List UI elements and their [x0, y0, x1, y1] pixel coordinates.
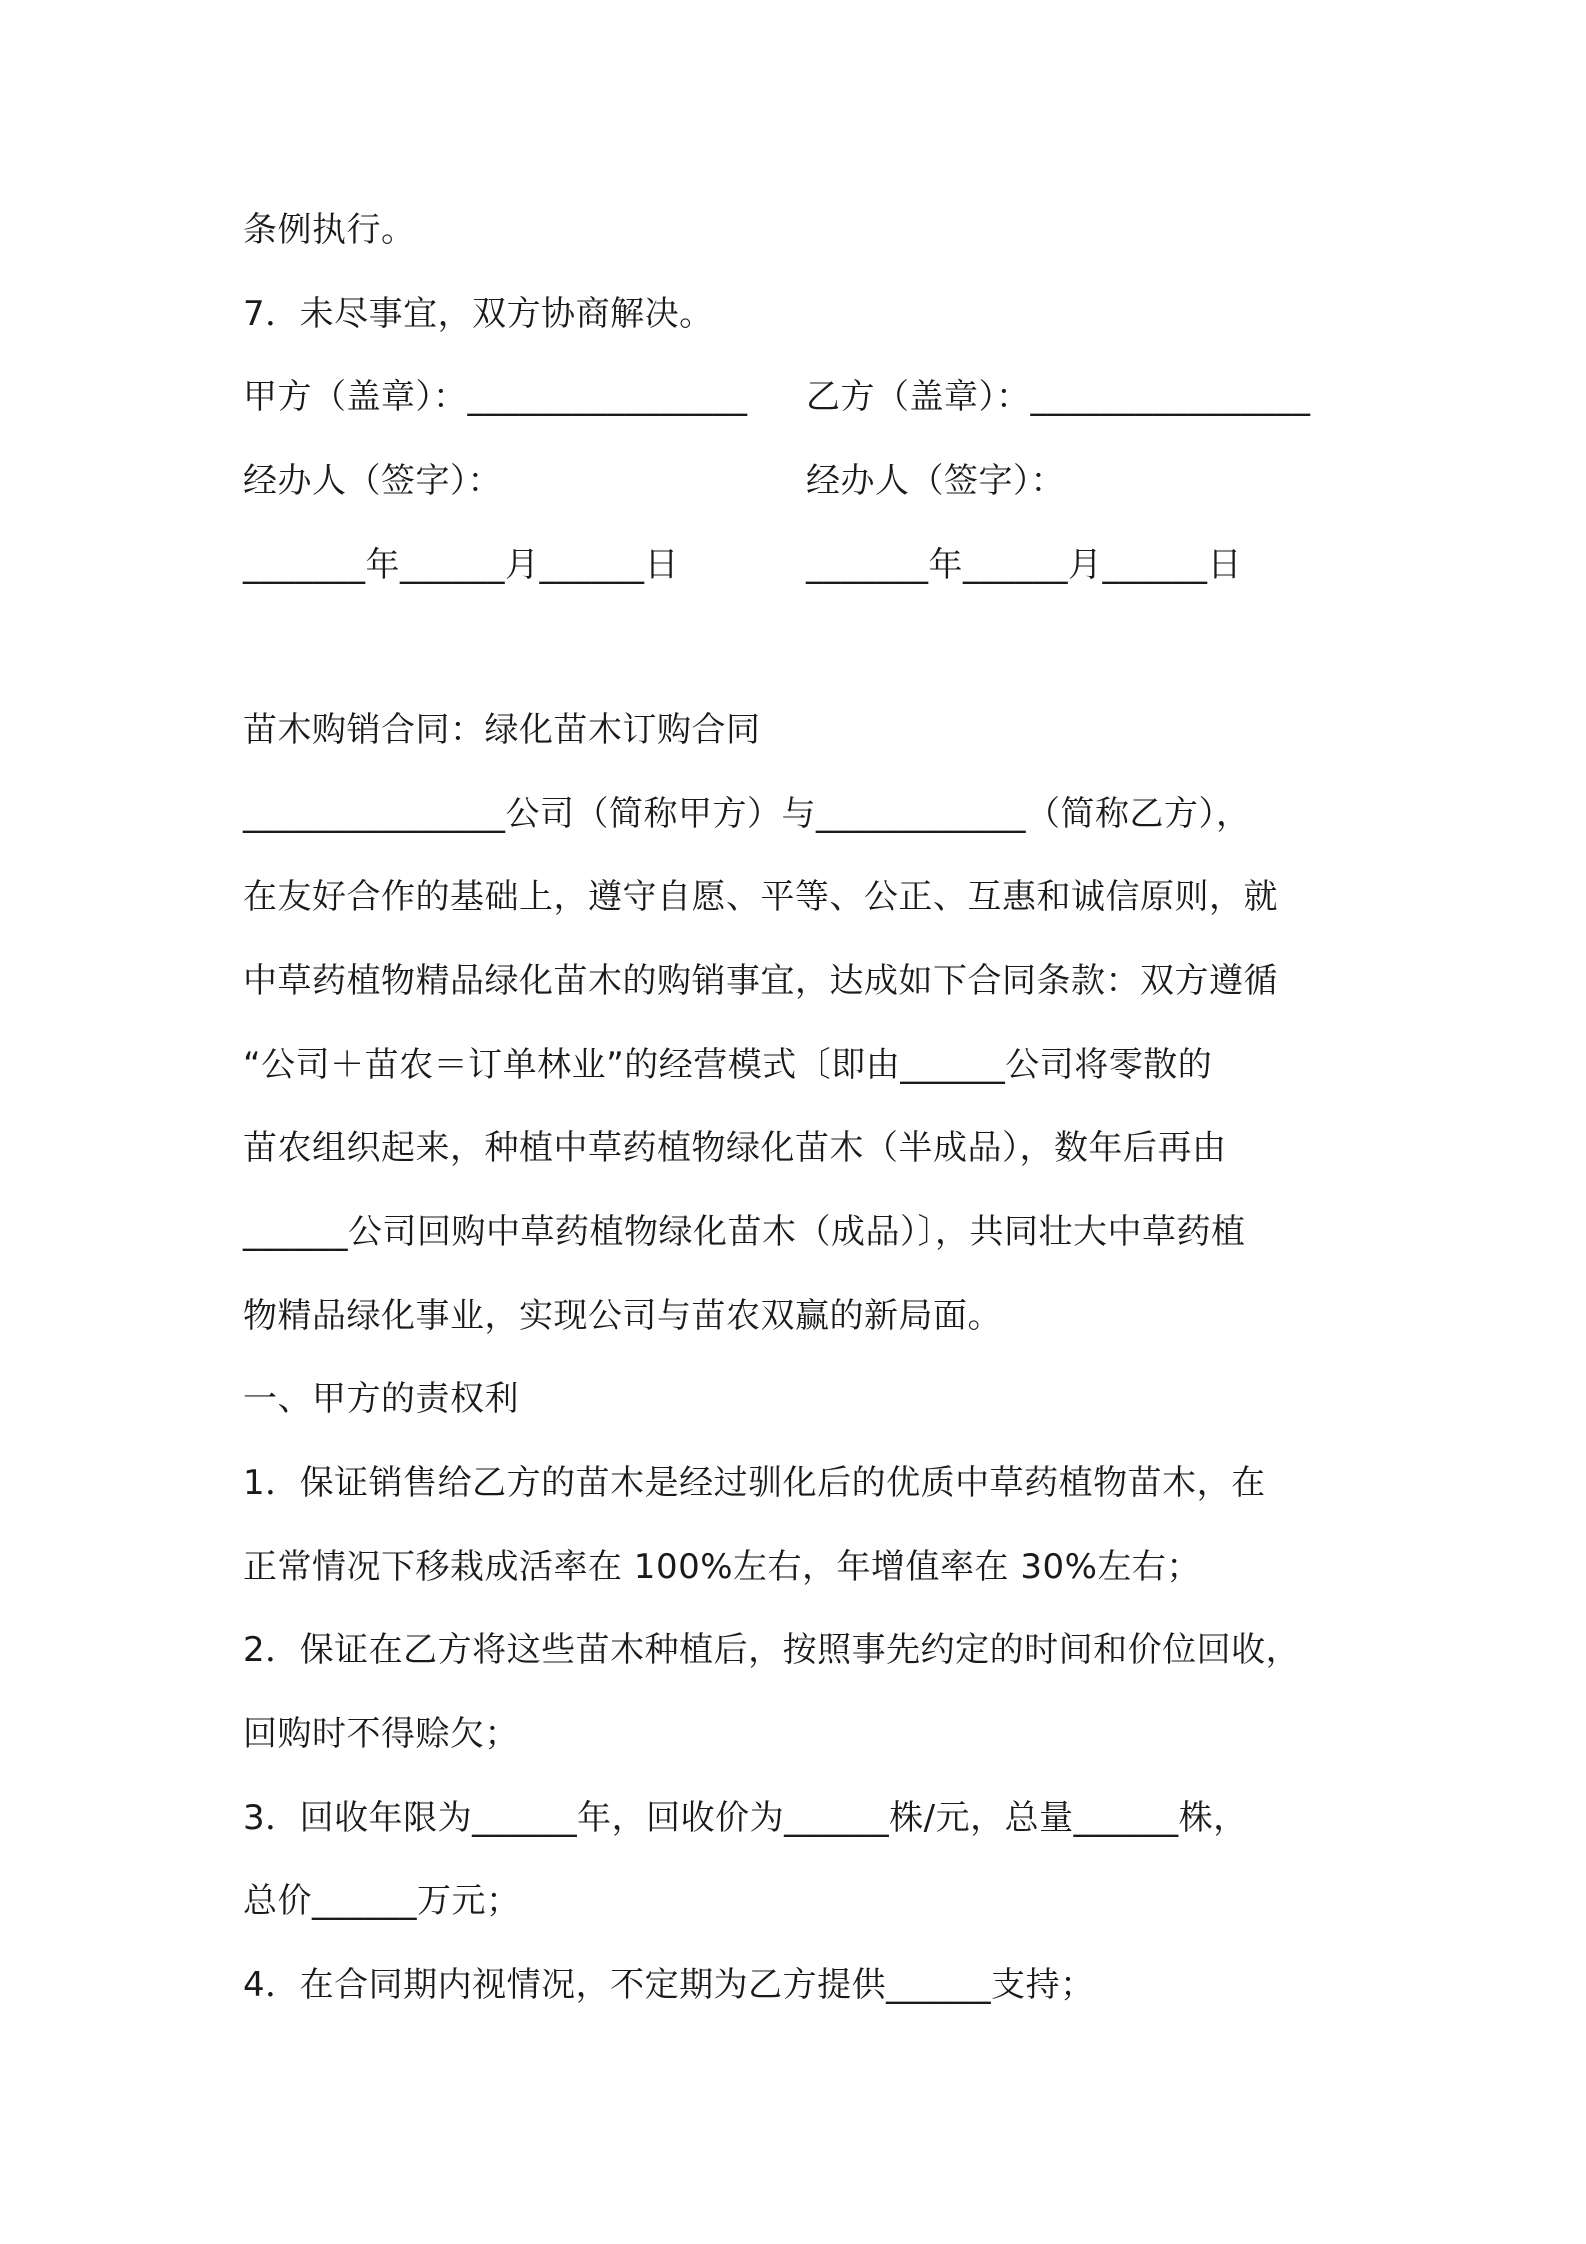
- party-b-signatory-line: 经办人（签字）：: [806, 461, 1065, 501]
- party-a-signatory-line: 经办人（签字）：: [243, 461, 502, 501]
- paragraph-line: 正常情况下移栽成活率在 100%左右，年增值率在 30%左右；: [243, 1547, 1201, 1587]
- clause-item: 7．未尽事宜，双方协商解决。: [243, 294, 714, 334]
- party-b-date-line: _______年______月______日: [806, 545, 1242, 585]
- contract-title: 苗木购销合同：绿化苗木订购合同: [243, 710, 761, 750]
- text-line: 条例执行。: [243, 210, 416, 250]
- clause-item: 3．回收年限为______年，回收价为______株/元，总量______株，: [243, 1798, 1248, 1838]
- paragraph-line: “公司＋苗农＝订单林业”的经营模式〔即由______公司将零散的: [243, 1045, 1213, 1085]
- paragraph-line: 中草药植物精品绿化苗木的购销事宜，达成如下合同条款：双方遵循: [243, 961, 1278, 1001]
- party-a-date-line: _______年______月______日: [243, 545, 679, 585]
- paragraph-line: 回购时不得赊欠；: [243, 1714, 519, 1754]
- party-b-seal-line: 乙方（盖章）：________________: [806, 377, 1311, 417]
- paragraph-line: ______公司回购中草药植物绿化苗木（成品）〕，共同壮大中草药植: [243, 1212, 1246, 1252]
- paragraph-line: 在友好合作的基础上，遵守自愿、平等、公正、互惠和诚信原则，就: [243, 877, 1278, 917]
- clause-item: 1．保证销售给乙方的苗木是经过驯化后的优质中草药植物苗木，在: [243, 1463, 1266, 1503]
- paragraph-line: _______________公司（简称甲方）与____________（简称乙方），: [243, 794, 1251, 834]
- clause-item: 4．在合同期内视情况，不定期为乙方提供______支持；: [243, 1965, 1095, 2005]
- clause-item: 2．保证在乙方将这些苗木种植后，按照事先约定的时间和价位回收，: [243, 1630, 1301, 1670]
- paragraph-line: 物精品绿化事业，实现公司与苗农双赢的新局面。: [243, 1296, 1002, 1336]
- section-heading: 一、甲方的责权利: [243, 1379, 519, 1419]
- paragraph-line: 苗农组织起来，种植中草药植物绿化苗木（半成品），数年后再由: [243, 1128, 1227, 1168]
- party-a-seal-line: 甲方（盖章）：________________: [243, 377, 748, 417]
- paragraph-line: 总价______万元；: [243, 1881, 521, 1921]
